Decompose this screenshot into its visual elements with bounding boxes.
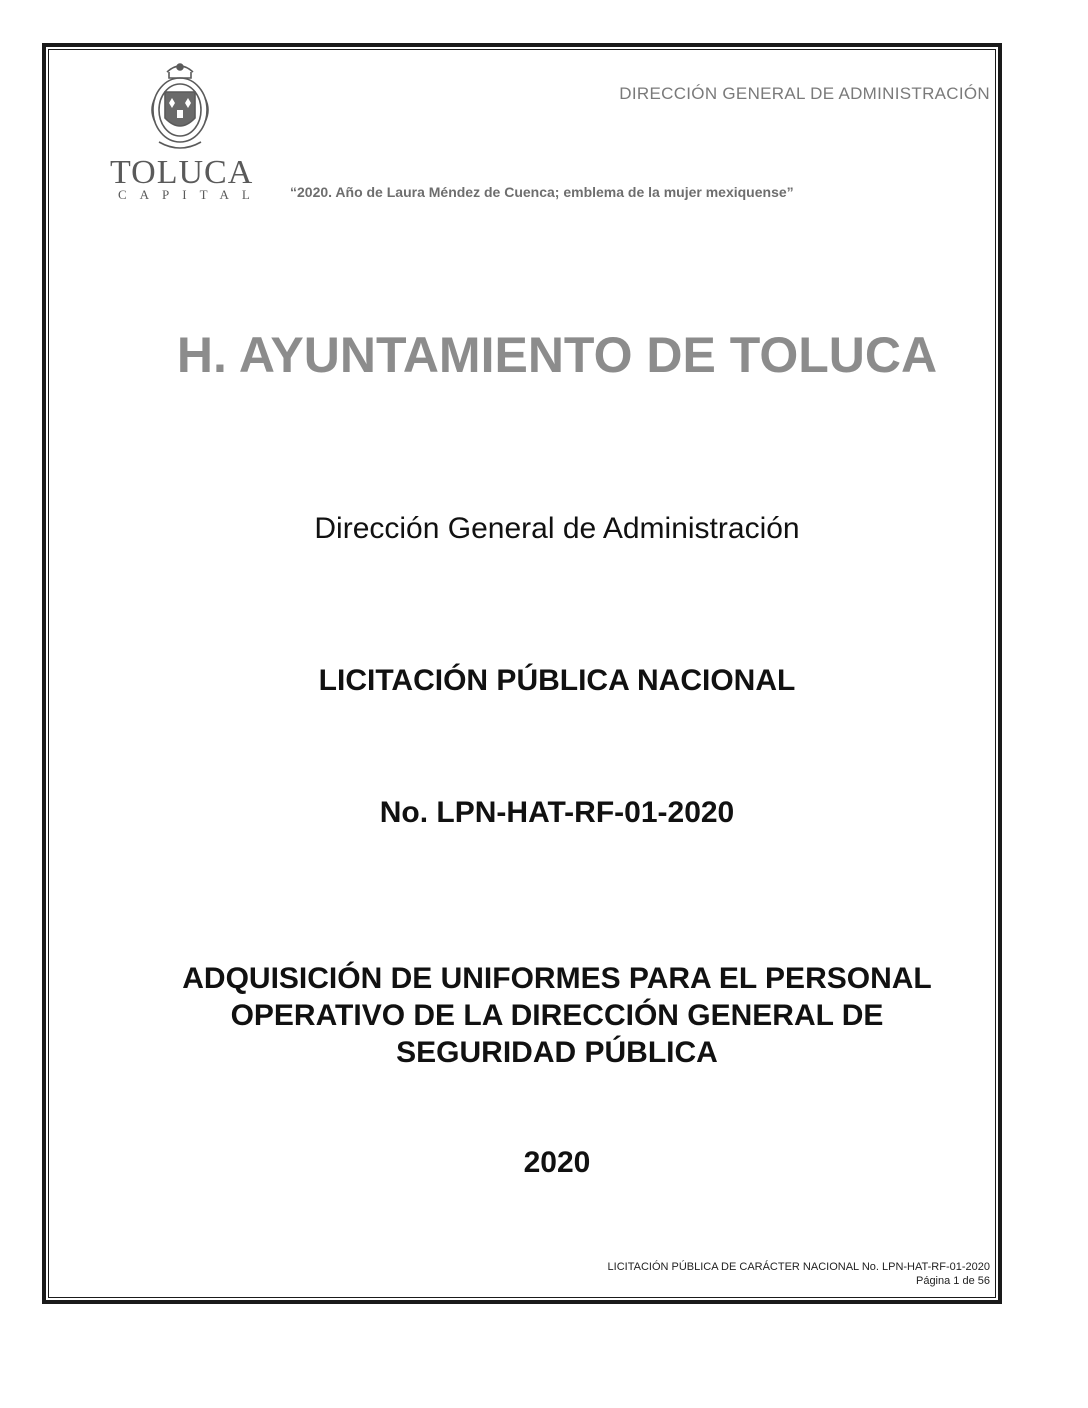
footer-reference: LICITACIÓN PÚBLICA DE CARÁCTER NACIONAL No. LPN-HAT-RF-01-2020 (607, 1261, 990, 1273)
logo-subtitle: CAPITAL (118, 187, 263, 202)
cover-year: 2020 (523, 1146, 591, 1179)
footer-page-number: Página 1 de 56 (915, 1275, 990, 1287)
toluca-logo (110, 58, 263, 208)
cover-subject-line: OPERATIVO DE LA DIRECCIÓN GENERAL DE (230, 999, 884, 1032)
header-motto: “2020. Año de Laura Méndez de Cuenca; emblema de la mujer mexiquense” (290, 184, 794, 200)
footer (608, 1260, 990, 1288)
cover-title: H. AYUNTAMIENTO DE TOLUCA (176, 327, 938, 383)
header-department: DIRECCIÓN GENERAL DE ADMINISTRACIÓN (619, 84, 990, 103)
cover-bid-number: No. LPN-HAT-RF-01-2020 (379, 796, 735, 829)
cover-department: Dirección General de Administración (314, 512, 800, 545)
cover-bid-type: LICITACIÓN PÚBLICA NACIONAL (318, 664, 796, 697)
cover-subject-line: SEGURIDAD PÚBLICA (396, 1036, 718, 1069)
logo-wordmark: TOLUCA (110, 154, 254, 191)
cover-subject-line: ADQUISICIÓN DE UNIFORMES PARA EL PERSONAL (182, 962, 932, 995)
cover-subject (60, 960, 1054, 1071)
toluca-crest-icon (145, 58, 215, 158)
